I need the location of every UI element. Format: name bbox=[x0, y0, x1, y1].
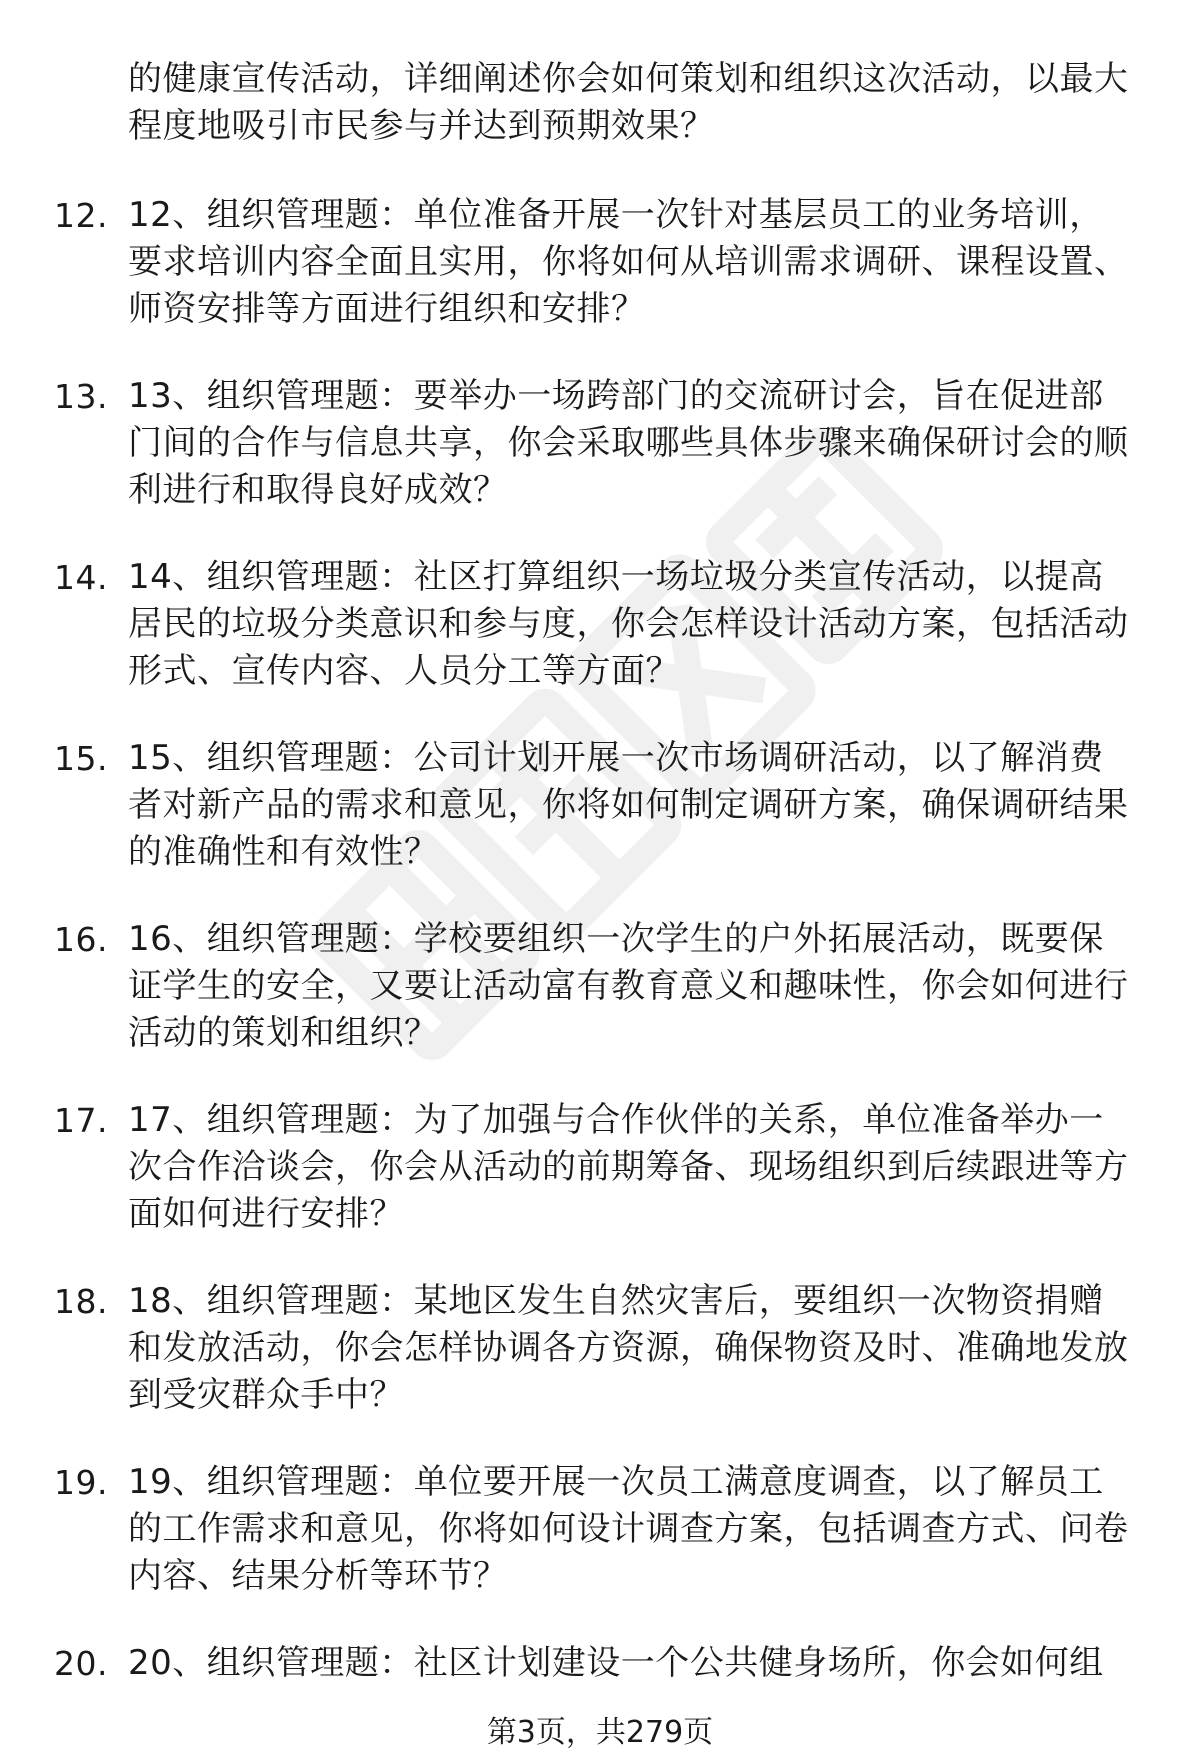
document-content bbox=[0, 56, 1200, 1727]
continued-question-text: 的健康宣传活动，详细阐述你会如何策划和组织这次活动，以最大程度地吸引市民参与并达到预期效果？ bbox=[128, 59, 1129, 146]
list-item bbox=[54, 1459, 1138, 1600]
question-text: 19、组织管理题：单位要开展一次员工满意度调查，以了解员工的工作需求和意见，你将如何设计调查方案，包括调查方式、问卷内容、结果分析等环节？ bbox=[128, 1462, 1129, 1596]
question-text: 18、组织管理题：某地区发生自然灾害后，要组织一次物资捐赠和发放活动，你会怎样协调各方资源，确保物资及时、准确地发放到受灾群众手中？ bbox=[128, 1281, 1129, 1415]
list-item bbox=[54, 373, 1138, 514]
list-number: 12. bbox=[54, 196, 108, 235]
question-text: 12、组织管理题：单位准备开展一次针对基层员工的业务培训，要求培训内容全面且实用，你将如何从培训需求调研、课程设置、师资安排等方面进行组织和安排？ bbox=[128, 195, 1129, 329]
question-text: 14、组织管理题：社区打算组织一场垃圾分类宣传活动，以提高居民的垃圾分类意识和参与度，你会怎样设计活动方案，包括活动形式、宣传内容、人员分工等方面？ bbox=[128, 557, 1129, 691]
list-item bbox=[54, 1097, 1138, 1238]
list-item bbox=[54, 192, 1138, 333]
list-number: 13. bbox=[54, 377, 108, 416]
list-item bbox=[54, 1640, 1138, 1687]
list-number: 20. bbox=[54, 1644, 108, 1683]
question-text: 13、组织管理题：要举办一场跨部门的交流研讨会，旨在促进部门间的合作与信息共享，你会采取哪些具体步骤来确保研讨会的顺利进行和取得良好成效？ bbox=[128, 376, 1129, 510]
list-item bbox=[54, 554, 1138, 695]
list-number: 19. bbox=[54, 1463, 108, 1502]
list-number: 15. bbox=[54, 739, 108, 778]
list-item bbox=[54, 916, 1138, 1057]
list-item bbox=[54, 1278, 1138, 1419]
list-number: 17. bbox=[54, 1101, 108, 1140]
list-item bbox=[54, 735, 1138, 876]
page-footer: 第3页，共279页 bbox=[486, 1715, 714, 1750]
question-text: 15、组织管理题：公司计划开展一次市场调研活动，以了解消费者对新产品的需求和意见，你将如何制定调研方案，确保调研结果的准确性和有效性？ bbox=[128, 738, 1129, 872]
list-number: 16. bbox=[54, 920, 108, 959]
question-text: 20、组织管理题：社区计划建设一个公共健身场所，你会如何组 bbox=[128, 1643, 1104, 1683]
question-text: 17、组织管理题：为了加强与合作伙伴的关系，单位准备举办一次合作洽谈会，你会从活动的前期筹备、现场组织到后续跟进等方面如何进行安排？ bbox=[128, 1100, 1129, 1234]
question-text: 16、组织管理题：学校要组织一次学生的户外拓展活动，既要保证学生的安全，又要让活动富有教育意义和趣味性，你会如何进行活动的策划和组织？ bbox=[128, 919, 1129, 1053]
list-number: 18. bbox=[54, 1282, 108, 1321]
list-number: 14. bbox=[54, 558, 108, 597]
